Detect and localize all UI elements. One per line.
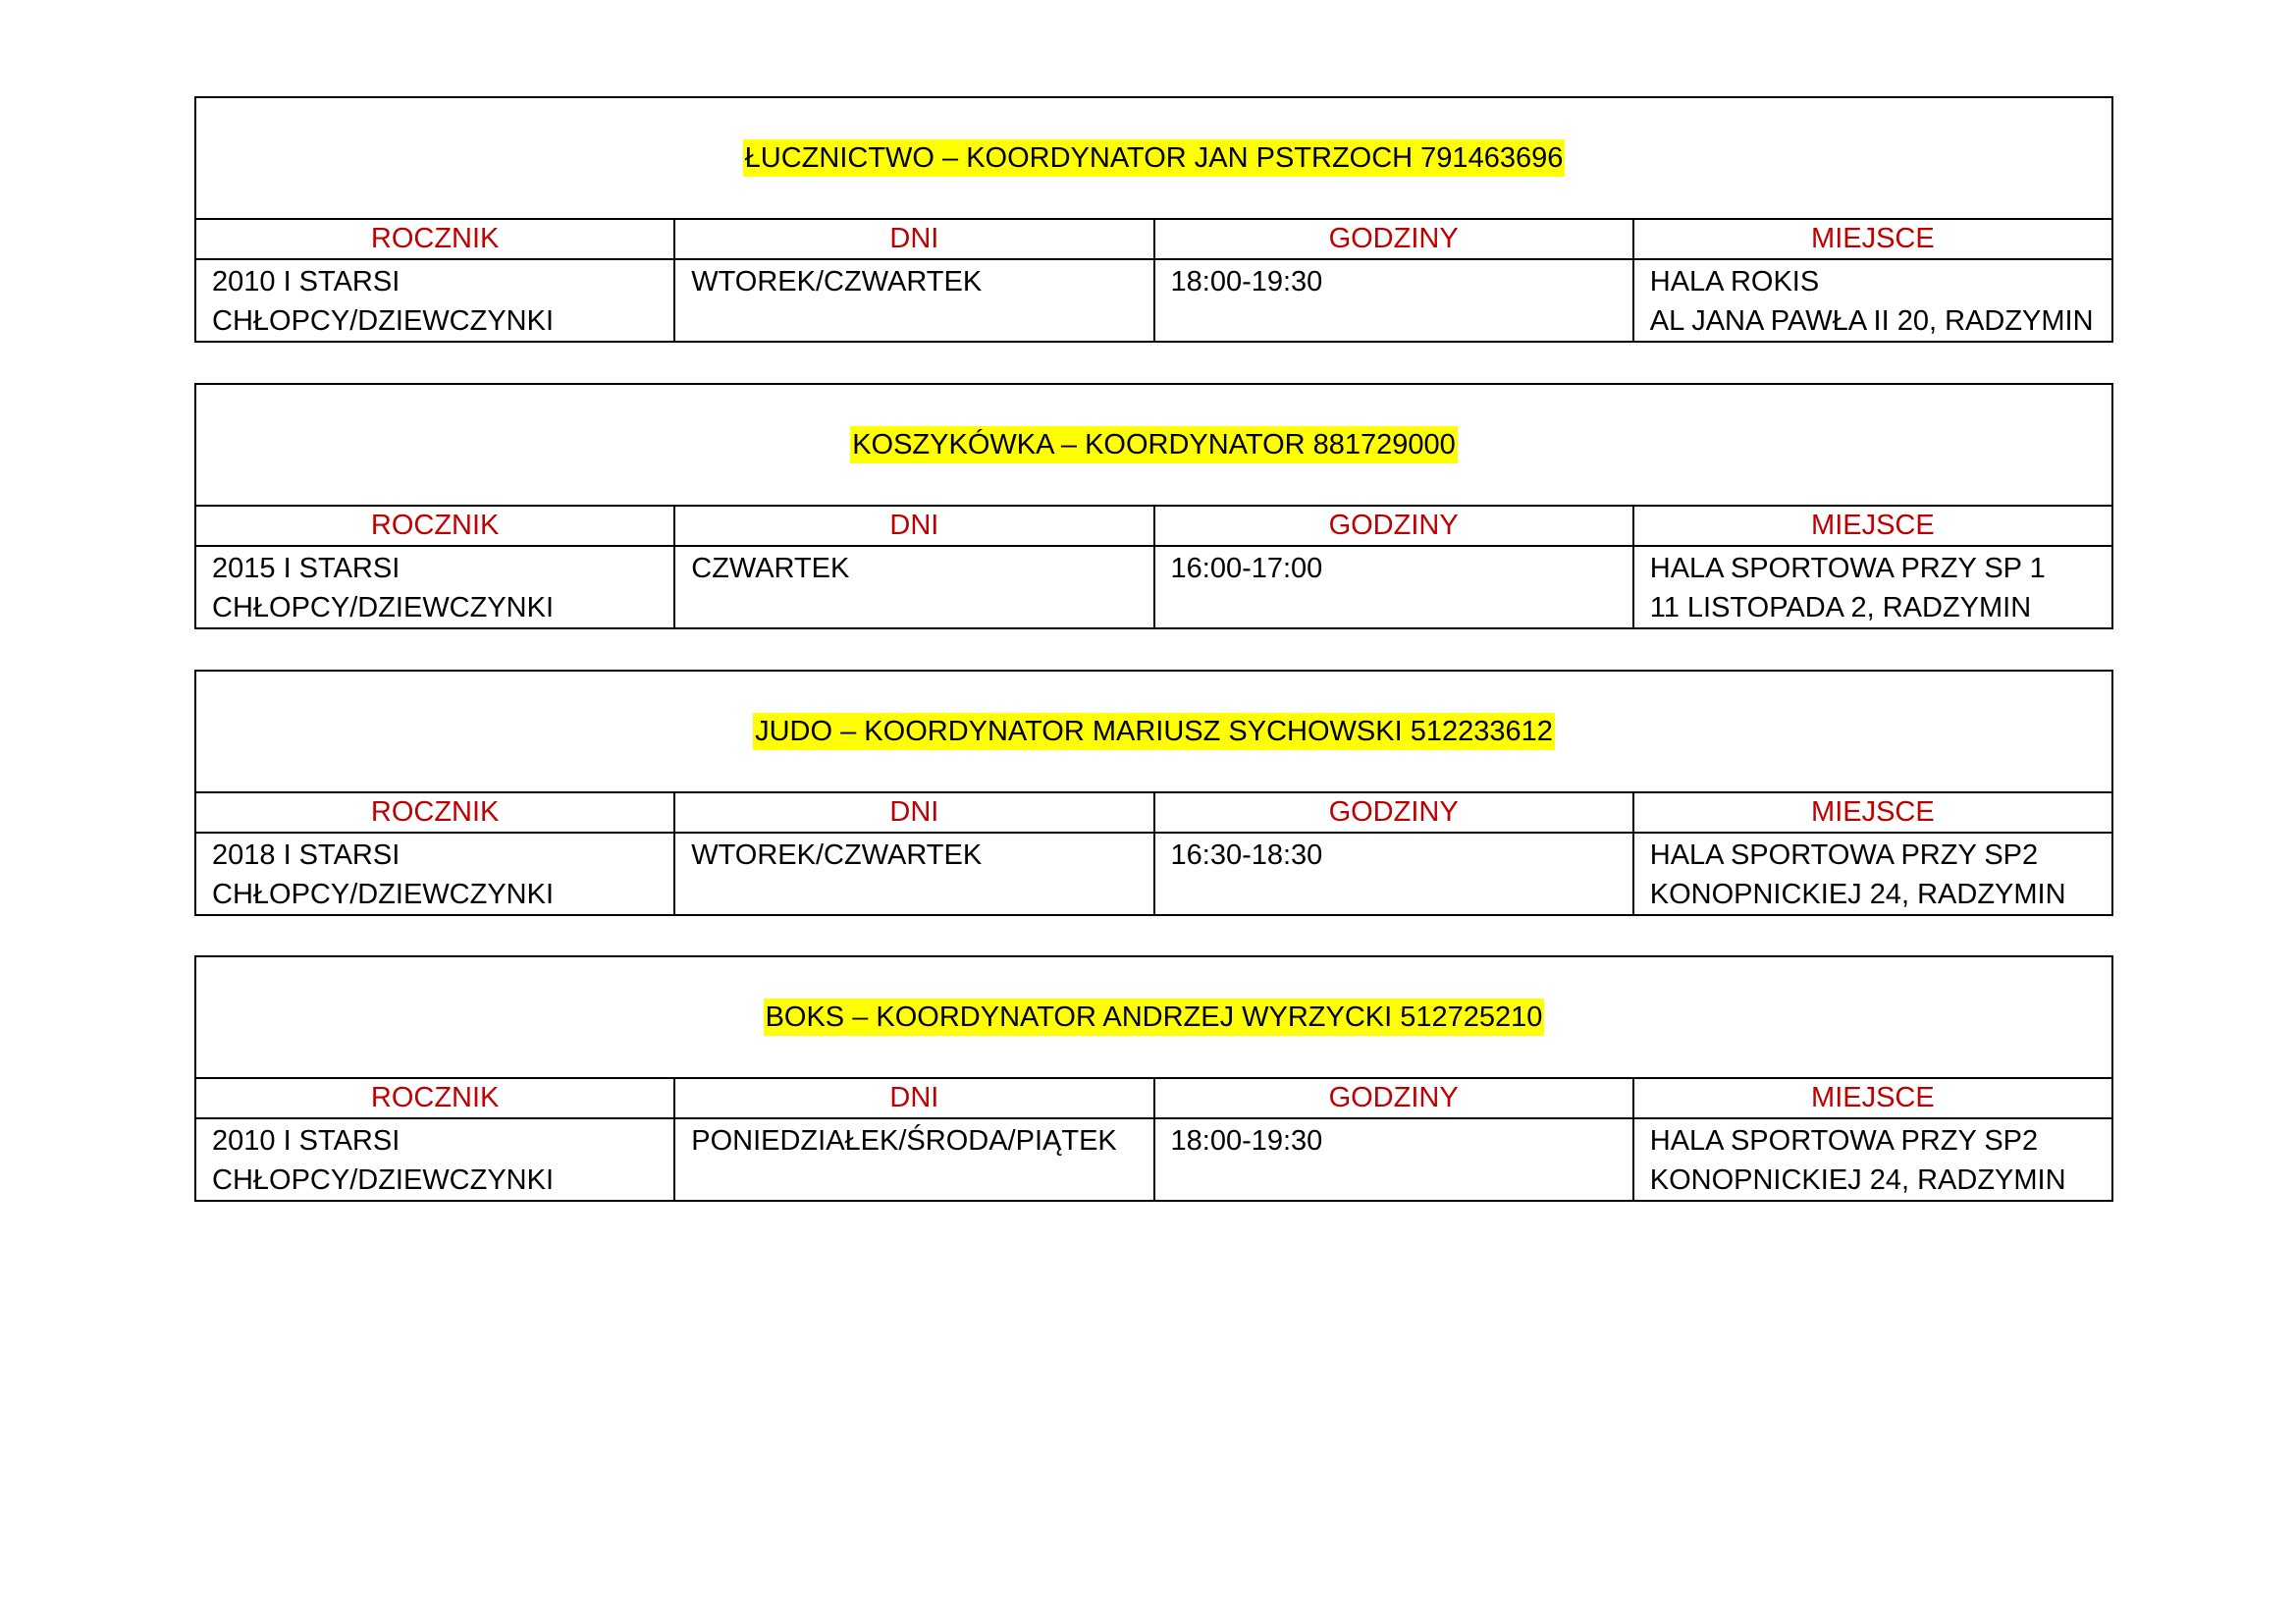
dni-value: PONIEDZIAŁEK/ŚRODA/PIĄTEK [691,1125,1117,1157]
section-title: ŁUCZNICTWO – KOORDYNATOR JAN PSTRZOCH 791463696 [743,139,1566,177]
header-godziny: GODZINY [1154,1078,1633,1118]
godziny-value: 18:00-19:30 [1170,1125,1323,1157]
cell-dni [674,259,1153,342]
godziny-value: 16:30-18:30 [1170,839,1323,871]
schedule-table-basketball [194,383,2113,629]
schedule-table-judo [194,670,2113,916]
schedule-table-archery [194,96,2113,343]
cell-godziny [1154,1118,1633,1201]
header-row [195,1078,2112,1118]
cell-godziny [1154,546,1633,628]
cell-dni [674,833,1153,915]
miejsce-line: KONOPNICKIEJ 24, RADZYMIN [1649,1164,2066,1196]
data-row [195,833,2112,915]
miejsce-line: HALA SPORTOWA PRZY SP2 [1649,839,2039,871]
header-miejsce: MIEJSCE [1633,792,2112,833]
rocznik-line: CHŁOPCY/DZIEWCZYNKI [212,305,555,337]
cell-godziny [1154,833,1633,915]
miejsce-line: 11 LISTOPADA 2, RADZYMIN [1649,592,2032,623]
cell-miejsce [1633,259,2112,342]
cell-miejsce [1633,833,2112,915]
cell-miejsce [1633,1118,2112,1201]
godziny-value: 18:00-19:30 [1170,266,1323,298]
section-title: BOKS – KOORDYNATOR ANDRZEJ WYRZYCKI 512725210 [764,999,1545,1036]
dni-value: WTOREK/CZWARTEK [691,839,983,871]
section-title-cell [195,956,2112,1078]
miejsce-line: HALA SPORTOWA PRZY SP2 [1649,1125,2039,1157]
section-title: KOSZYKÓWKA – KOORDYNATOR 881729000 [850,426,1458,463]
cell-godziny [1154,259,1633,342]
header-dni: DNI [674,1078,1153,1118]
header-dni: DNI [674,506,1153,546]
schedule-table-boxing [194,955,2113,1202]
cell-rocznik [195,833,674,915]
header-miejsce: MIEJSCE [1633,506,2112,546]
header-dni: DNI [674,792,1153,833]
header-miejsce: MIEJSCE [1633,219,2112,259]
header-godziny: GODZINY [1154,792,1633,833]
rocznik-line: CHŁOPCY/DZIEWCZYNKI [212,879,555,910]
section-title-cell [195,384,2112,506]
header-row [195,219,2112,259]
header-row [195,506,2112,546]
header-miejsce: MIEJSCE [1633,1078,2112,1118]
header-rocznik: ROCZNIK [195,506,674,546]
header-rocznik: ROCZNIK [195,1078,674,1118]
cell-miejsce [1633,546,2112,628]
header-godziny: GODZINY [1154,219,1633,259]
header-godziny: GODZINY [1154,506,1633,546]
rocznik-line: CHŁOPCY/DZIEWCZYNKI [212,592,555,623]
cell-dni [674,546,1153,628]
data-row [195,546,2112,628]
data-row [195,259,2112,342]
miejsce-line: HALA ROKIS [1649,266,1820,298]
rocznik-line: 2015 I STARSI [212,553,400,584]
dni-value: WTOREK/CZWARTEK [691,266,983,298]
data-row [195,1118,2112,1201]
miejsce-line: AL JANA PAWŁA II 20, RADZYMIN [1649,305,2094,337]
godziny-value: 16:00-17:00 [1170,553,1323,584]
section-title-cell [195,97,2112,219]
header-rocznik: ROCZNIK [195,219,674,259]
header-row [195,792,2112,833]
section-title: JUDO – KOORDYNATOR MARIUSZ SYCHOWSKI 512233612 [753,713,1555,750]
rocznik-line: 2010 I STARSI [212,266,400,298]
miejsce-line: HALA SPORTOWA PRZY SP 1 [1649,553,2046,584]
rocznik-line: 2010 I STARSI [212,1125,400,1157]
cell-dni [674,1118,1153,1201]
section-title-cell [195,671,2112,792]
header-dni: DNI [674,219,1153,259]
header-rocznik: ROCZNIK [195,792,674,833]
rocznik-line: CHŁOPCY/DZIEWCZYNKI [212,1164,555,1196]
cell-rocznik [195,1118,674,1201]
miejsce-line: KONOPNICKIEJ 24, RADZYMIN [1649,879,2066,910]
cell-rocznik [195,546,674,628]
cell-rocznik [195,259,674,342]
dni-value: CZWARTEK [691,553,850,584]
rocznik-line: 2018 I STARSI [212,839,400,871]
